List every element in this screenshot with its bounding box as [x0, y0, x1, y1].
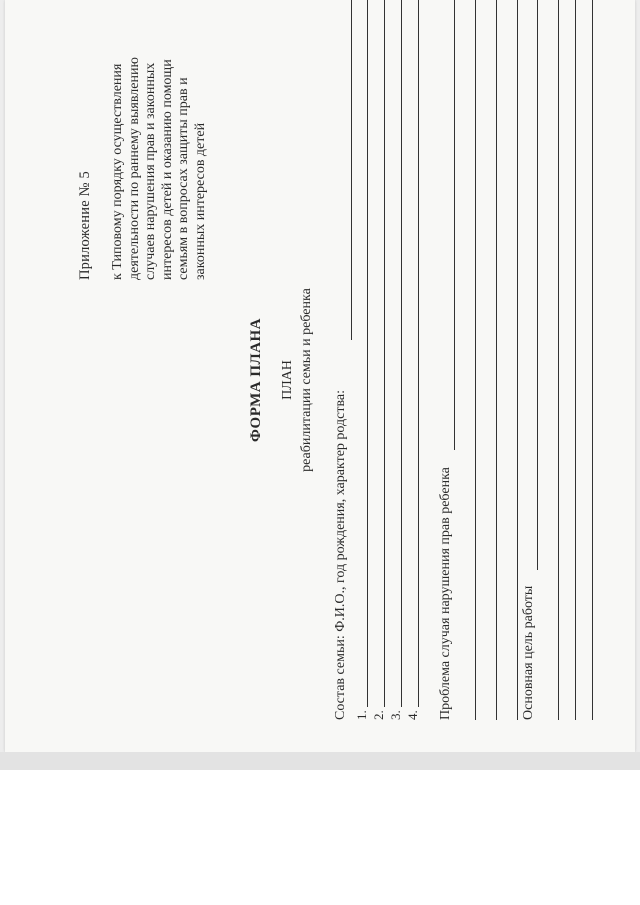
goal-inline-rule[interactable]	[537, 0, 538, 570]
appendix-line: к Типовому порядку осуществления	[110, 63, 125, 280]
family-member-line[interactable]: 3.	[387, 0, 404, 720]
family-rule-top	[351, 0, 352, 340]
appendix-label: Приложение № 5	[77, 171, 93, 280]
appendix-line: семьям в вопросах защиты прав и	[176, 77, 191, 280]
appendix-line: деятельности по раннему выявлению	[126, 57, 142, 280]
rotated-page-content	[55, 0, 640, 760]
appendix-line: законных интересов детей	[192, 122, 208, 280]
appendix-description	[110, 40, 209, 280]
family-composition-label: Состав семьи: Ф.И.О., год рождения, характер родства:	[333, 390, 348, 720]
family-member-line[interactable]: 4.	[404, 0, 421, 720]
problem-rule[interactable]	[475, 0, 476, 720]
goal-rule[interactable]	[592, 0, 593, 720]
goal-rule[interactable]	[575, 0, 576, 720]
appendix-line: интересов детей и оказанию помощи	[159, 59, 175, 280]
problem-label: Проблема случая нарушения прав ребенка	[438, 467, 453, 720]
goal-label: Основная цель работы	[521, 585, 536, 720]
problem-rule[interactable]	[496, 0, 497, 720]
form-title: ФОРМА ПЛАНА	[248, 317, 264, 443]
problem-rule[interactable]	[517, 0, 518, 720]
plan-title: ПЛАН	[280, 360, 295, 400]
plan-subtitle: реабилитации семьи и ребенка	[299, 288, 314, 472]
goal-rule[interactable]	[558, 0, 559, 720]
appendix-line: случаев нарушения прав и законных	[143, 62, 158, 280]
problem-inline-rule[interactable]	[454, 0, 455, 450]
family-member-line[interactable]: 2.	[370, 0, 387, 720]
family-member-line[interactable]: 1.	[353, 0, 370, 720]
